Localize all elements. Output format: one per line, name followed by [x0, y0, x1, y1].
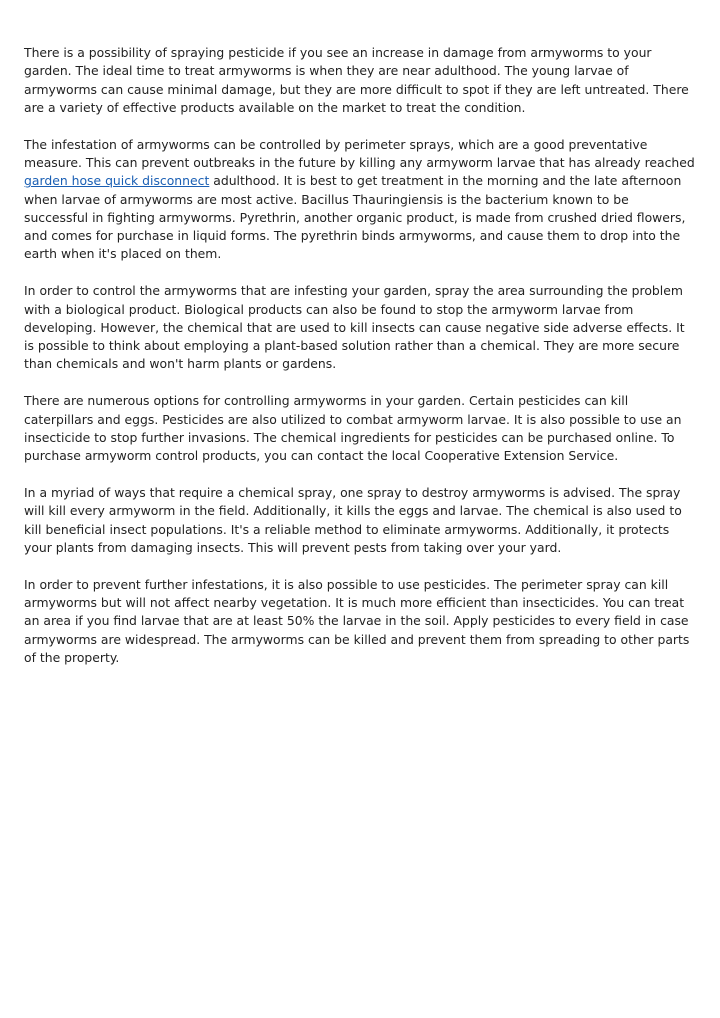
paragraph-4: There are numerous options for controlling armyworms in your garden. Certain pesticides can kill caterpillars and eggs. Pesticides are also utilized to combat armyworm larvae. It is also possible to use an insecticide to stop further invasions. The chemical ingredients for pesticides can be purchased online. To purchase armyworm control products, you can contact the local Cooperative Extension Service.: [24, 393, 682, 464]
paragraph-1: There is a possibility of spraying pesticide if you see an increase in damage from armyworms to your garden. The ideal time to treat armyworms is when they are near adulthood. The young larvae of armyworms can cause minimal damage, but they are more difficult to spot if they are left untreated. There are a variety of effective products available on the market to treat the condition.: [24, 45, 689, 115]
article-body: [24, 44, 696, 686]
paragraph-2: [24, 136, 696, 264]
paragraph-3: In order to control the armyworms that are infesting your garden, spray the area surrounding the problem with a biological product. Biological products can also be found to stop the armyworm larvae from developing. However, the chemical that are used to kill insects can cause negative side adverse effects. It is possible to think about employing a plant-based solution rather than a chemical. They are more secure than chemicals and won't harm plants or gardens.: [24, 283, 685, 372]
paragraph-5: In a myriad of ways that require a chemical spray, one spray to destroy armyworms is advised. The spray will kill every armyworm in the field. Additionally, it kills the eggs and larvae. The chemical is also used to kill beneficial insect populations. It's a reliable method to eliminate armyworms. Additionally, it protects your plants from damaging insects. This will prevent pests from taking over your yard.: [24, 484, 682, 555]
paragraph-2-before-link: The infestation of armyworms can be controlled by perimeter sprays, which are a good preventative measure. This can prevent outbreaks in the future by killing any armyworm larvae that has already reached: [24, 136, 695, 170]
paragraph-2-after-link: adulthood. It is best to get treatment in the morning and the late afternoon when larvae of armyworms are most active. Bacillus Thauringiensis is the bacterium known to be successful in fighting armyworms. Pyrethrin, another organic product, is made from crushed dried flowers, and comes for purchase in liquid forms. The pyrethrin binds armyworms, and cause them to drop into the earth when it's placed on them.: [24, 173, 686, 262]
garden-hose-quick-disconnect-link[interactable]: garden hose quick disconnect: [24, 173, 210, 189]
paragraph-6: In order to prevent further infestations, it is also possible to use pesticides. The perimeter spray can kill armyworms but will not affect nearby vegetation. It is much more efficient than insecticides. You can treat an area if you find larvae that are at least 50% the larvae in the soil. Apply pesticides to every field in case armyworms are widespread. The armyworms can be killed and prevent them from spreading to other parts of the property.: [24, 576, 690, 665]
